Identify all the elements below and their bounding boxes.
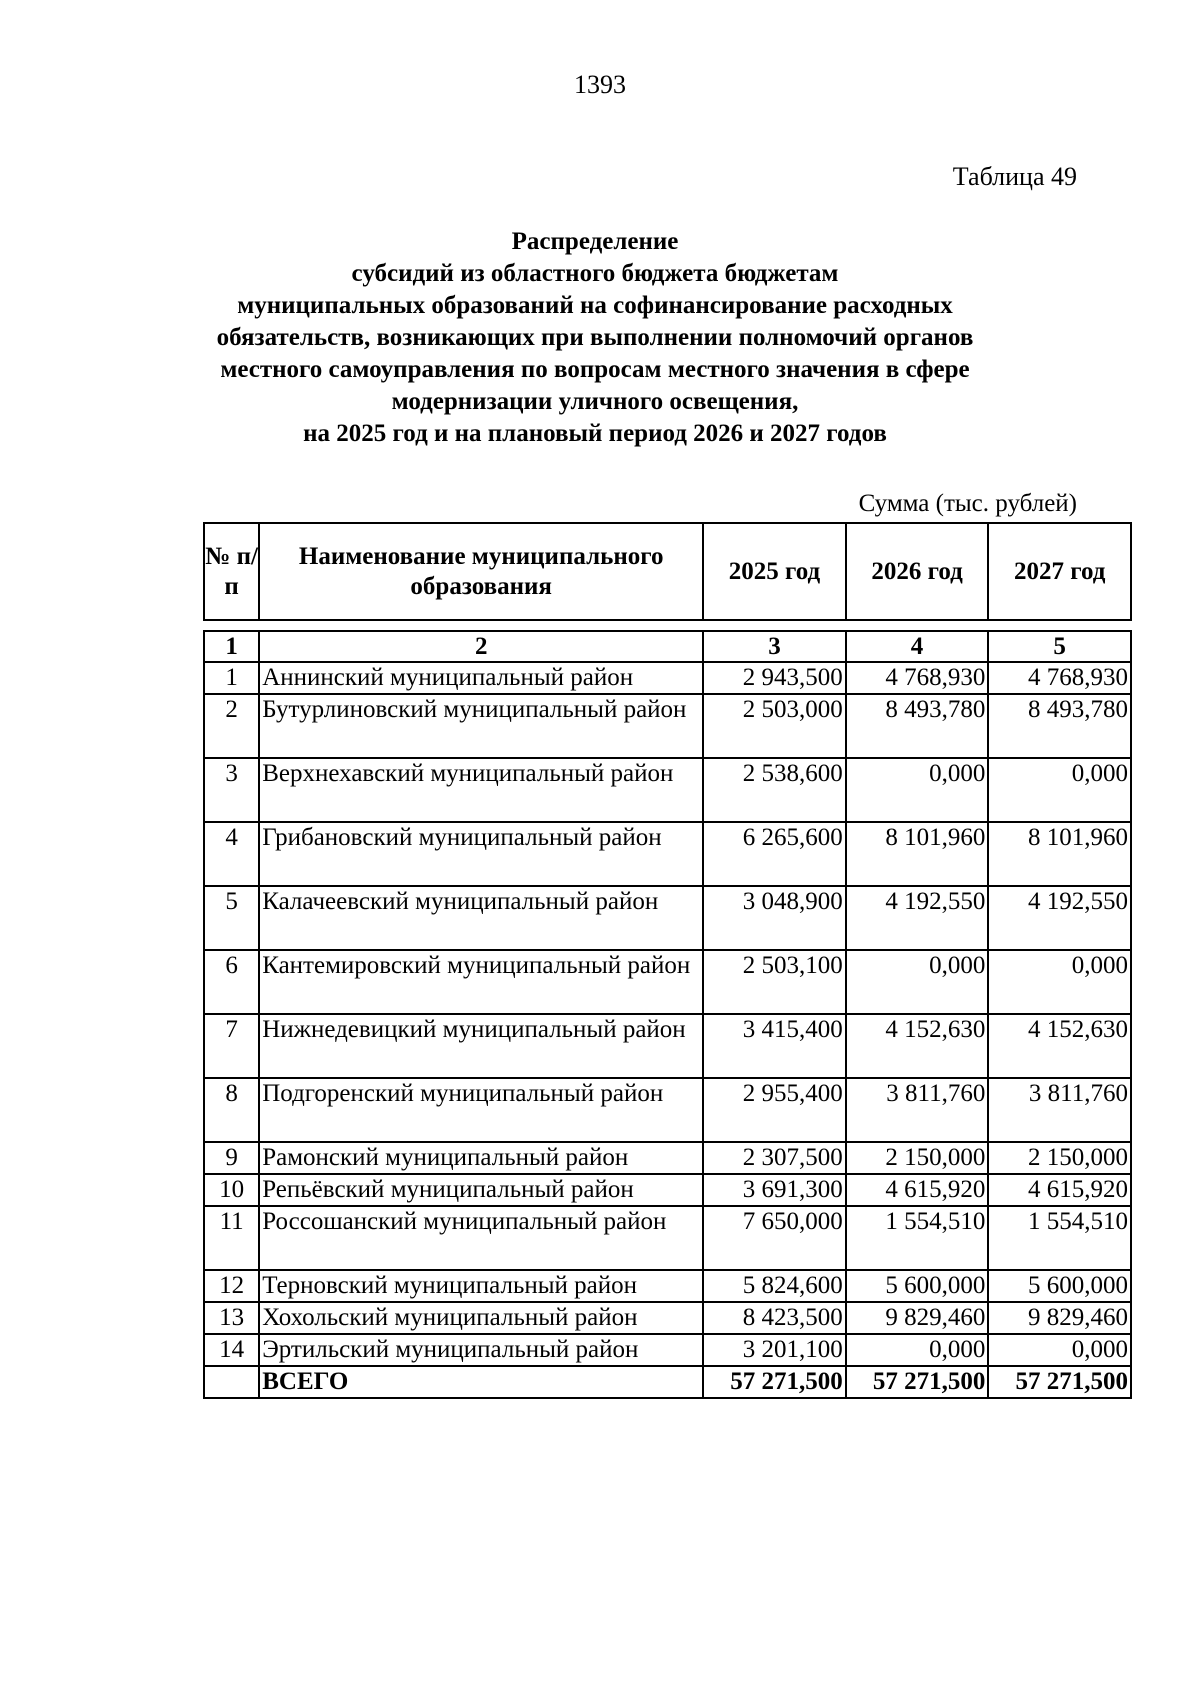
title-line: субсидий из областного бюджета бюджетам bbox=[351, 260, 839, 287]
table-row bbox=[204, 662, 1131, 694]
row-name: Бутурлиновский муниципальный район bbox=[259, 694, 703, 758]
row-number: 11 bbox=[204, 1206, 259, 1270]
table-header bbox=[203, 522, 1132, 621]
row-number: 13 bbox=[204, 1302, 259, 1334]
row-value-2027: 2 150,000 bbox=[988, 1142, 1131, 1174]
row-value-2025: 3 201,100 bbox=[703, 1334, 846, 1366]
row-value-2027: 1 554,510 bbox=[988, 1206, 1131, 1270]
data-table bbox=[203, 630, 1132, 1399]
table-row bbox=[204, 1142, 1131, 1174]
row-value-2025: 2 307,500 bbox=[703, 1142, 846, 1174]
row-value-2027: 8 493,780 bbox=[988, 694, 1131, 758]
header-name: Наименование муниципального образования bbox=[259, 523, 703, 620]
row-value-2025: 2 503,100 bbox=[703, 950, 846, 1014]
row-name: Калачеевский муниципальный район bbox=[259, 886, 703, 950]
table-row bbox=[204, 1206, 1131, 1270]
row-value-2027: 8 101,960 bbox=[988, 822, 1131, 886]
row-value-2026: 0,000 bbox=[846, 758, 989, 822]
row-value-2026: 4 615,920 bbox=[846, 1174, 989, 1206]
row-number: 6 bbox=[204, 950, 259, 1014]
units-label: Сумма (тыс. рублей) bbox=[858, 490, 1077, 517]
page-number: 1393 bbox=[574, 70, 626, 99]
table-row bbox=[204, 1174, 1131, 1206]
row-value-2025: 7 650,000 bbox=[703, 1206, 846, 1270]
column-number: 5 bbox=[988, 631, 1131, 662]
row-name: Терновский муниципальный район bbox=[259, 1270, 703, 1302]
row-value-2027: 0,000 bbox=[988, 758, 1131, 822]
row-value-2025: 2 538,600 bbox=[703, 758, 846, 822]
row-value-2026: 8 493,780 bbox=[846, 694, 989, 758]
row-value-2027: 4 768,930 bbox=[988, 662, 1131, 694]
total-label: ВСЕГО bbox=[259, 1366, 703, 1398]
row-value-2025: 8 423,500 bbox=[703, 1302, 846, 1334]
row-number: 7 bbox=[204, 1014, 259, 1078]
total-blank bbox=[204, 1366, 259, 1398]
row-value-2026: 4 152,630 bbox=[846, 1014, 989, 1078]
table-row bbox=[204, 1014, 1131, 1078]
row-name: Нижнедевицкий муниципальный район bbox=[259, 1014, 703, 1078]
table-row bbox=[204, 1270, 1131, 1302]
column-number-row bbox=[204, 631, 1131, 662]
row-name: Верхнехавский муниципальный район bbox=[259, 758, 703, 822]
header-num: № п/п bbox=[204, 523, 259, 620]
table-row bbox=[204, 758, 1131, 822]
row-value-2027: 4 192,550 bbox=[988, 886, 1131, 950]
header-2027: 2027 год bbox=[988, 523, 1131, 620]
row-number: 10 bbox=[204, 1174, 259, 1206]
table-row bbox=[204, 950, 1131, 1014]
title-line: на 2025 год и на плановый период 2026 и 2027 годов bbox=[303, 420, 887, 447]
title-line: модернизации уличного освещения, bbox=[391, 388, 799, 415]
table-row bbox=[204, 1334, 1131, 1366]
row-value-2026: 2 150,000 bbox=[846, 1142, 989, 1174]
total-2025: 57 271,500 bbox=[703, 1366, 846, 1398]
row-name: Хохольский муниципальный район bbox=[259, 1302, 703, 1334]
row-value-2027: 4 615,920 bbox=[988, 1174, 1131, 1206]
column-number: 4 bbox=[846, 631, 989, 662]
table-row bbox=[204, 1302, 1131, 1334]
row-value-2026: 5 600,000 bbox=[846, 1270, 989, 1302]
row-value-2025: 3 691,300 bbox=[703, 1174, 846, 1206]
column-number: 1 bbox=[204, 631, 259, 662]
row-name: Репьёвский муниципальный район bbox=[259, 1174, 703, 1206]
row-value-2026: 1 554,510 bbox=[846, 1206, 989, 1270]
row-value-2026: 0,000 bbox=[846, 1334, 989, 1366]
row-name: Кантемировский муниципальный район bbox=[259, 950, 703, 1014]
header-2026: 2026 год bbox=[846, 523, 989, 620]
table-row bbox=[204, 886, 1131, 950]
total-2027: 57 271,500 bbox=[988, 1366, 1131, 1398]
title-line: местного самоуправления по вопросам местного значения в сфере bbox=[220, 356, 970, 383]
table-row bbox=[204, 822, 1131, 886]
column-number: 2 bbox=[259, 631, 703, 662]
row-value-2027: 4 152,630 bbox=[988, 1014, 1131, 1078]
row-number: 4 bbox=[204, 822, 259, 886]
row-name: Грибановский муниципальный район bbox=[259, 822, 703, 886]
total-row bbox=[204, 1366, 1131, 1398]
row-number: 14 bbox=[204, 1334, 259, 1366]
table-label: Таблица 49 bbox=[952, 162, 1077, 191]
row-value-2025: 2 955,400 bbox=[703, 1078, 846, 1142]
row-value-2025: 2 943,500 bbox=[703, 662, 846, 694]
row-value-2025: 5 824,600 bbox=[703, 1270, 846, 1302]
row-value-2027: 9 829,460 bbox=[988, 1302, 1131, 1334]
row-value-2025: 2 503,000 bbox=[703, 694, 846, 758]
row-name: Эртильский муниципальный район bbox=[259, 1334, 703, 1366]
row-value-2027: 5 600,000 bbox=[988, 1270, 1131, 1302]
row-name: Подгоренский муниципальный район bbox=[259, 1078, 703, 1142]
row-value-2027: 0,000 bbox=[988, 1334, 1131, 1366]
row-value-2026: 8 101,960 bbox=[846, 822, 989, 886]
row-value-2026: 3 811,760 bbox=[846, 1078, 989, 1142]
table-row bbox=[204, 1078, 1131, 1142]
row-number: 9 bbox=[204, 1142, 259, 1174]
total-2026: 57 271,500 bbox=[846, 1366, 989, 1398]
row-name: Рамонский муниципальный район bbox=[259, 1142, 703, 1174]
row-value-2025: 3 048,900 bbox=[703, 886, 846, 950]
column-number: 3 bbox=[703, 631, 846, 662]
row-number: 8 bbox=[204, 1078, 259, 1142]
table-title bbox=[180, 226, 1010, 450]
row-value-2026: 9 829,460 bbox=[846, 1302, 989, 1334]
row-value-2026: 4 768,930 bbox=[846, 662, 989, 694]
header-2025: 2025 год bbox=[703, 523, 846, 620]
title-line: Распределение bbox=[511, 228, 679, 255]
row-value-2027: 3 811,760 bbox=[988, 1078, 1131, 1142]
row-name: Россошанский муниципальный район bbox=[259, 1206, 703, 1270]
table-row bbox=[204, 694, 1131, 758]
row-value-2025: 3 415,400 bbox=[703, 1014, 846, 1078]
row-number: 5 bbox=[204, 886, 259, 950]
title-line: муниципальных образований на софинансирование расходных bbox=[237, 292, 953, 319]
row-value-2027: 0,000 bbox=[988, 950, 1131, 1014]
row-number: 1 bbox=[204, 662, 259, 694]
row-value-2026: 0,000 bbox=[846, 950, 989, 1014]
title-line: обязательств, возникающих при выполнении полномочий органов bbox=[216, 324, 974, 351]
row-number: 12 bbox=[204, 1270, 259, 1302]
row-number: 2 bbox=[204, 694, 259, 758]
row-number: 3 bbox=[204, 758, 259, 822]
row-name: Аннинский муниципальный район bbox=[259, 662, 703, 694]
row-value-2026: 4 192,550 bbox=[846, 886, 989, 950]
row-value-2025: 6 265,600 bbox=[703, 822, 846, 886]
